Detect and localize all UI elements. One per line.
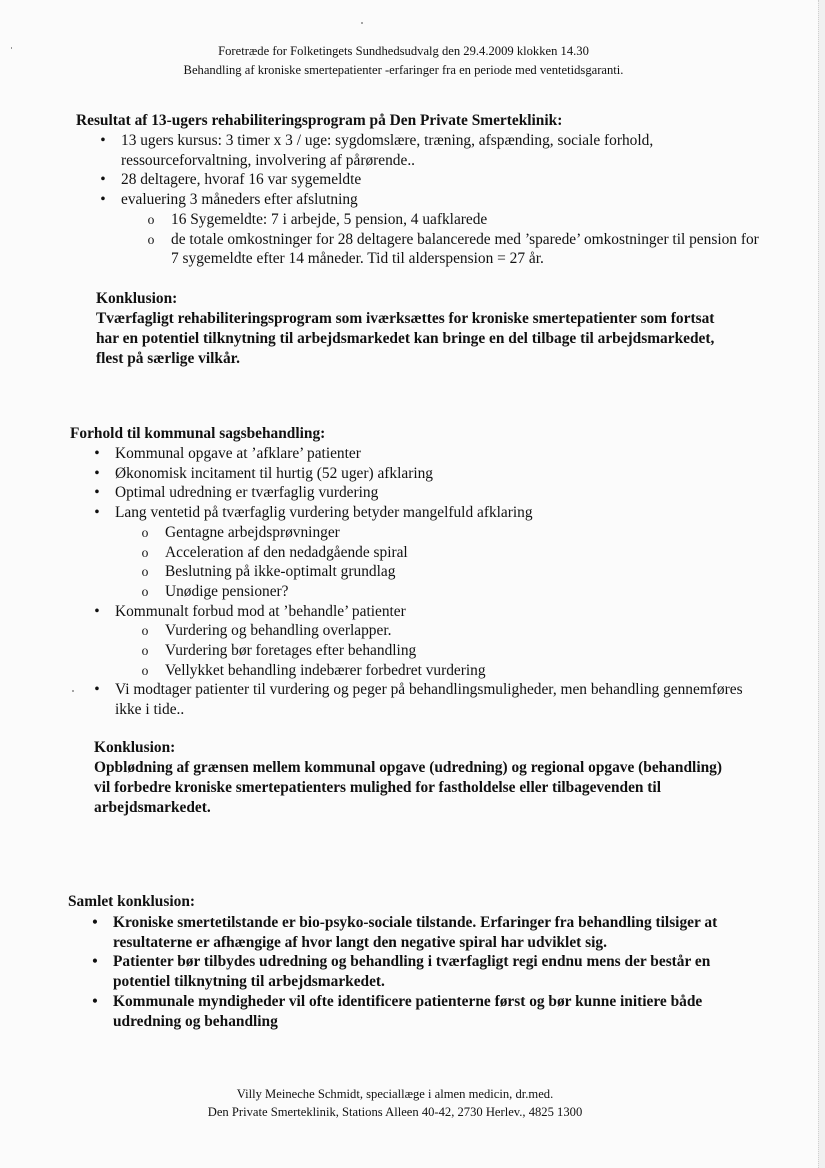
header-line-1: Foretræde for Folketingets Sundhedsudvalg den 29.4.2009 klokken 14.30: [218, 44, 589, 58]
bullet-icon: •: [94, 464, 100, 482]
sub-list-item-text: Acceleration af den nedadgående spiral: [165, 543, 408, 561]
sub-list-item-text: Beslutning på ikke-optimalt grundlag: [165, 563, 396, 581]
list-item-text: Optimal udredning er tværfaglig vurdering: [115, 484, 379, 502]
bullet-icon: •: [94, 681, 100, 699]
list-item-text: 13 ugers kursus: 3 timer x 3 / uge: sygdomslære, træning, afspænding, sociale forhold, ressourceforvaltning, involvering af pårørende..: [121, 132, 654, 169]
bullet-icon: •: [100, 132, 106, 149]
conclusion-title: Konklusion:: [94, 739, 176, 756]
footer-line-2: Den Private Smerteklinik, Stations Alleen 40-42, 2730 Herlev., 4825 1300: [207, 1105, 583, 1119]
bullet-icon: •: [92, 953, 98, 971]
list-item-text: evaluering 3 måneders efter afslutning: [121, 191, 358, 209]
bullet-icon: •: [94, 504, 100, 522]
sub-list-item: [112, 543, 770, 563]
sub-list-item: [112, 582, 770, 602]
section-rehab-results: [76, 111, 756, 131]
sub-bullet-icon: o: [141, 583, 149, 599]
sub-bullet-icon: o: [141, 623, 149, 639]
header-line-2: Behandling af kroniske smertepatienter -erfaringer fra en periode med ventetidsgaranti.: [183, 63, 624, 77]
sub-bullet-icon: o: [141, 544, 149, 560]
list-item: [70, 680, 770, 719]
list-item: [70, 464, 770, 484]
sub-bullet-icon: o: [141, 564, 149, 580]
list-item-text: Vi modtager patienter til vurdering og peger på behandlingsmuligheder, men behandling gennemføres ikke i tide..: [115, 681, 743, 719]
sub-list-item-text: Vurdering og behandling overlapper.: [165, 622, 392, 640]
conclusion-text: Tværfagligt rehabiliteringsprogram som iværksættes for kroniske smertepatienter som fortsat har en potentiel tilknytning til arbejdsmarkedet kan bringe en del tilbage til arbejdsmarkedet, flest på særlige vilkår.: [96, 310, 715, 368]
sub-list-item-text: Vurdering bør foretages efter behandling: [165, 642, 417, 660]
list-item: [76, 131, 766, 170]
list-item: [70, 444, 770, 464]
list-item-text: Kommunale myndigheder vil ofte identificere patienterne først og bør kunne initiere både udredning og behandling: [113, 992, 703, 1030]
list-item: [70, 483, 770, 503]
conclusion-text: Opblødning af grænsen mellem kommunal opgave (udredning) og regional opgave (behandling) vil forbedre kroniske smertepatienters mulighed for fastholdelse eller tilbagevenden til arbejdsmarkedet.: [94, 759, 722, 817]
document-header: [0, 42, 807, 80]
section-rehab-bullets: [76, 131, 766, 269]
sub-list-item-text: de totale omkostninger for 28 deltagere balancerede med ’sparede’ omkostninger til pension for 7 sygemeldte efter 14 måneder. Tid til alderspension = 27 år.: [171, 230, 759, 268]
list-item-text: Kommunalt forbud mod at ’behandle’ patienter: [115, 602, 406, 620]
sub-list-item: [118, 210, 766, 230]
sub-list-item: [112, 562, 770, 582]
sub-list-item: [118, 230, 766, 269]
document-footer: [0, 1085, 790, 1121]
bullet-icon: •: [94, 484, 100, 502]
list-item: [70, 503, 770, 602]
list-item: [68, 952, 738, 991]
bullet-icon: •: [100, 171, 106, 189]
list-item-text: Patienter bør tilbydes udredning og behandling i tværfagligt regi endnu mens der består en potentiel tilknytning til arbejdsmarkedet.: [113, 953, 711, 991]
sub-list-item: [112, 621, 770, 641]
list-item: [68, 992, 738, 1031]
sub-list-item-text: Unødige pensioner?: [165, 582, 289, 600]
sub-list-item: [112, 523, 770, 543]
list-item-text: Kommunal opgave at ’afklare’ patienter: [115, 445, 361, 462]
list-item-text: Økonomisk incitament til hurtig (52 uger) afklaring: [115, 464, 434, 482]
sub-bullet-icon: o: [141, 662, 149, 678]
sub-bullet-icon: o: [147, 231, 155, 247]
section-title: Forhold til kommunal sagsbehandling:: [70, 425, 326, 442]
list-item: [76, 170, 766, 190]
scan-page-edge: [818, 0, 825, 1168]
section-title: Resultat af 13-ugers rehabiliteringsprogram på Den Private Smerteklinik:: [76, 112, 563, 129]
bullet-icon: •: [92, 914, 98, 931]
list-item-text: Kroniske smertetilstande er bio-psyko-sociale tilstande. Erfaringer fra behandling tilsiger at resultaterne er afhængige af hvor langt den negative spiral har udviklet sig.: [113, 914, 718, 951]
bullet-icon: •: [94, 602, 100, 620]
sub-list-item: [112, 641, 770, 661]
sub-list-item-text: Gentagne arbejdsprøvninger: [165, 523, 340, 541]
section-municipal-handling: [70, 424, 770, 720]
bullet-icon: •: [100, 191, 106, 209]
conclusion-title: Konklusion:: [96, 290, 178, 307]
section-rehab-conclusion: [96, 289, 736, 370]
list-item: [70, 602, 770, 681]
sub-list-item: [112, 661, 770, 681]
section-title: Samlet konklusion:: [68, 893, 196, 910]
sub-bullet-icon: o: [147, 211, 155, 227]
list-item-text: Lang ventetid på tværfaglig vurdering betyder mangelfuld afklaring: [115, 504, 533, 522]
sub-list-item-text: 16 Sygemeldte: 7 i arbejde, 5 pension, 4 uafklarede: [171, 210, 488, 228]
list-item-text: 28 deltagere, hvoraf 16 var sygemeldte: [121, 171, 362, 189]
section-overall-conclusion: [68, 892, 738, 1031]
section-municipal-conclusion: [94, 738, 734, 819]
list-item: [76, 190, 766, 269]
sub-list-item-text: Vellykket behandling indebærer forbedret vurdering: [165, 661, 486, 679]
sub-bullet-icon: o: [141, 524, 149, 540]
bullet-icon: •: [94, 445, 100, 462]
list-item: [68, 913, 738, 952]
sub-bullet-icon: o: [141, 643, 149, 659]
footer-line-1: Villy Meineche Schmidt, speciallæge i almen medicin, dr.med.: [236, 1087, 554, 1101]
scan-speck: [361, 22, 363, 24]
bullet-icon: •: [92, 992, 98, 1010]
